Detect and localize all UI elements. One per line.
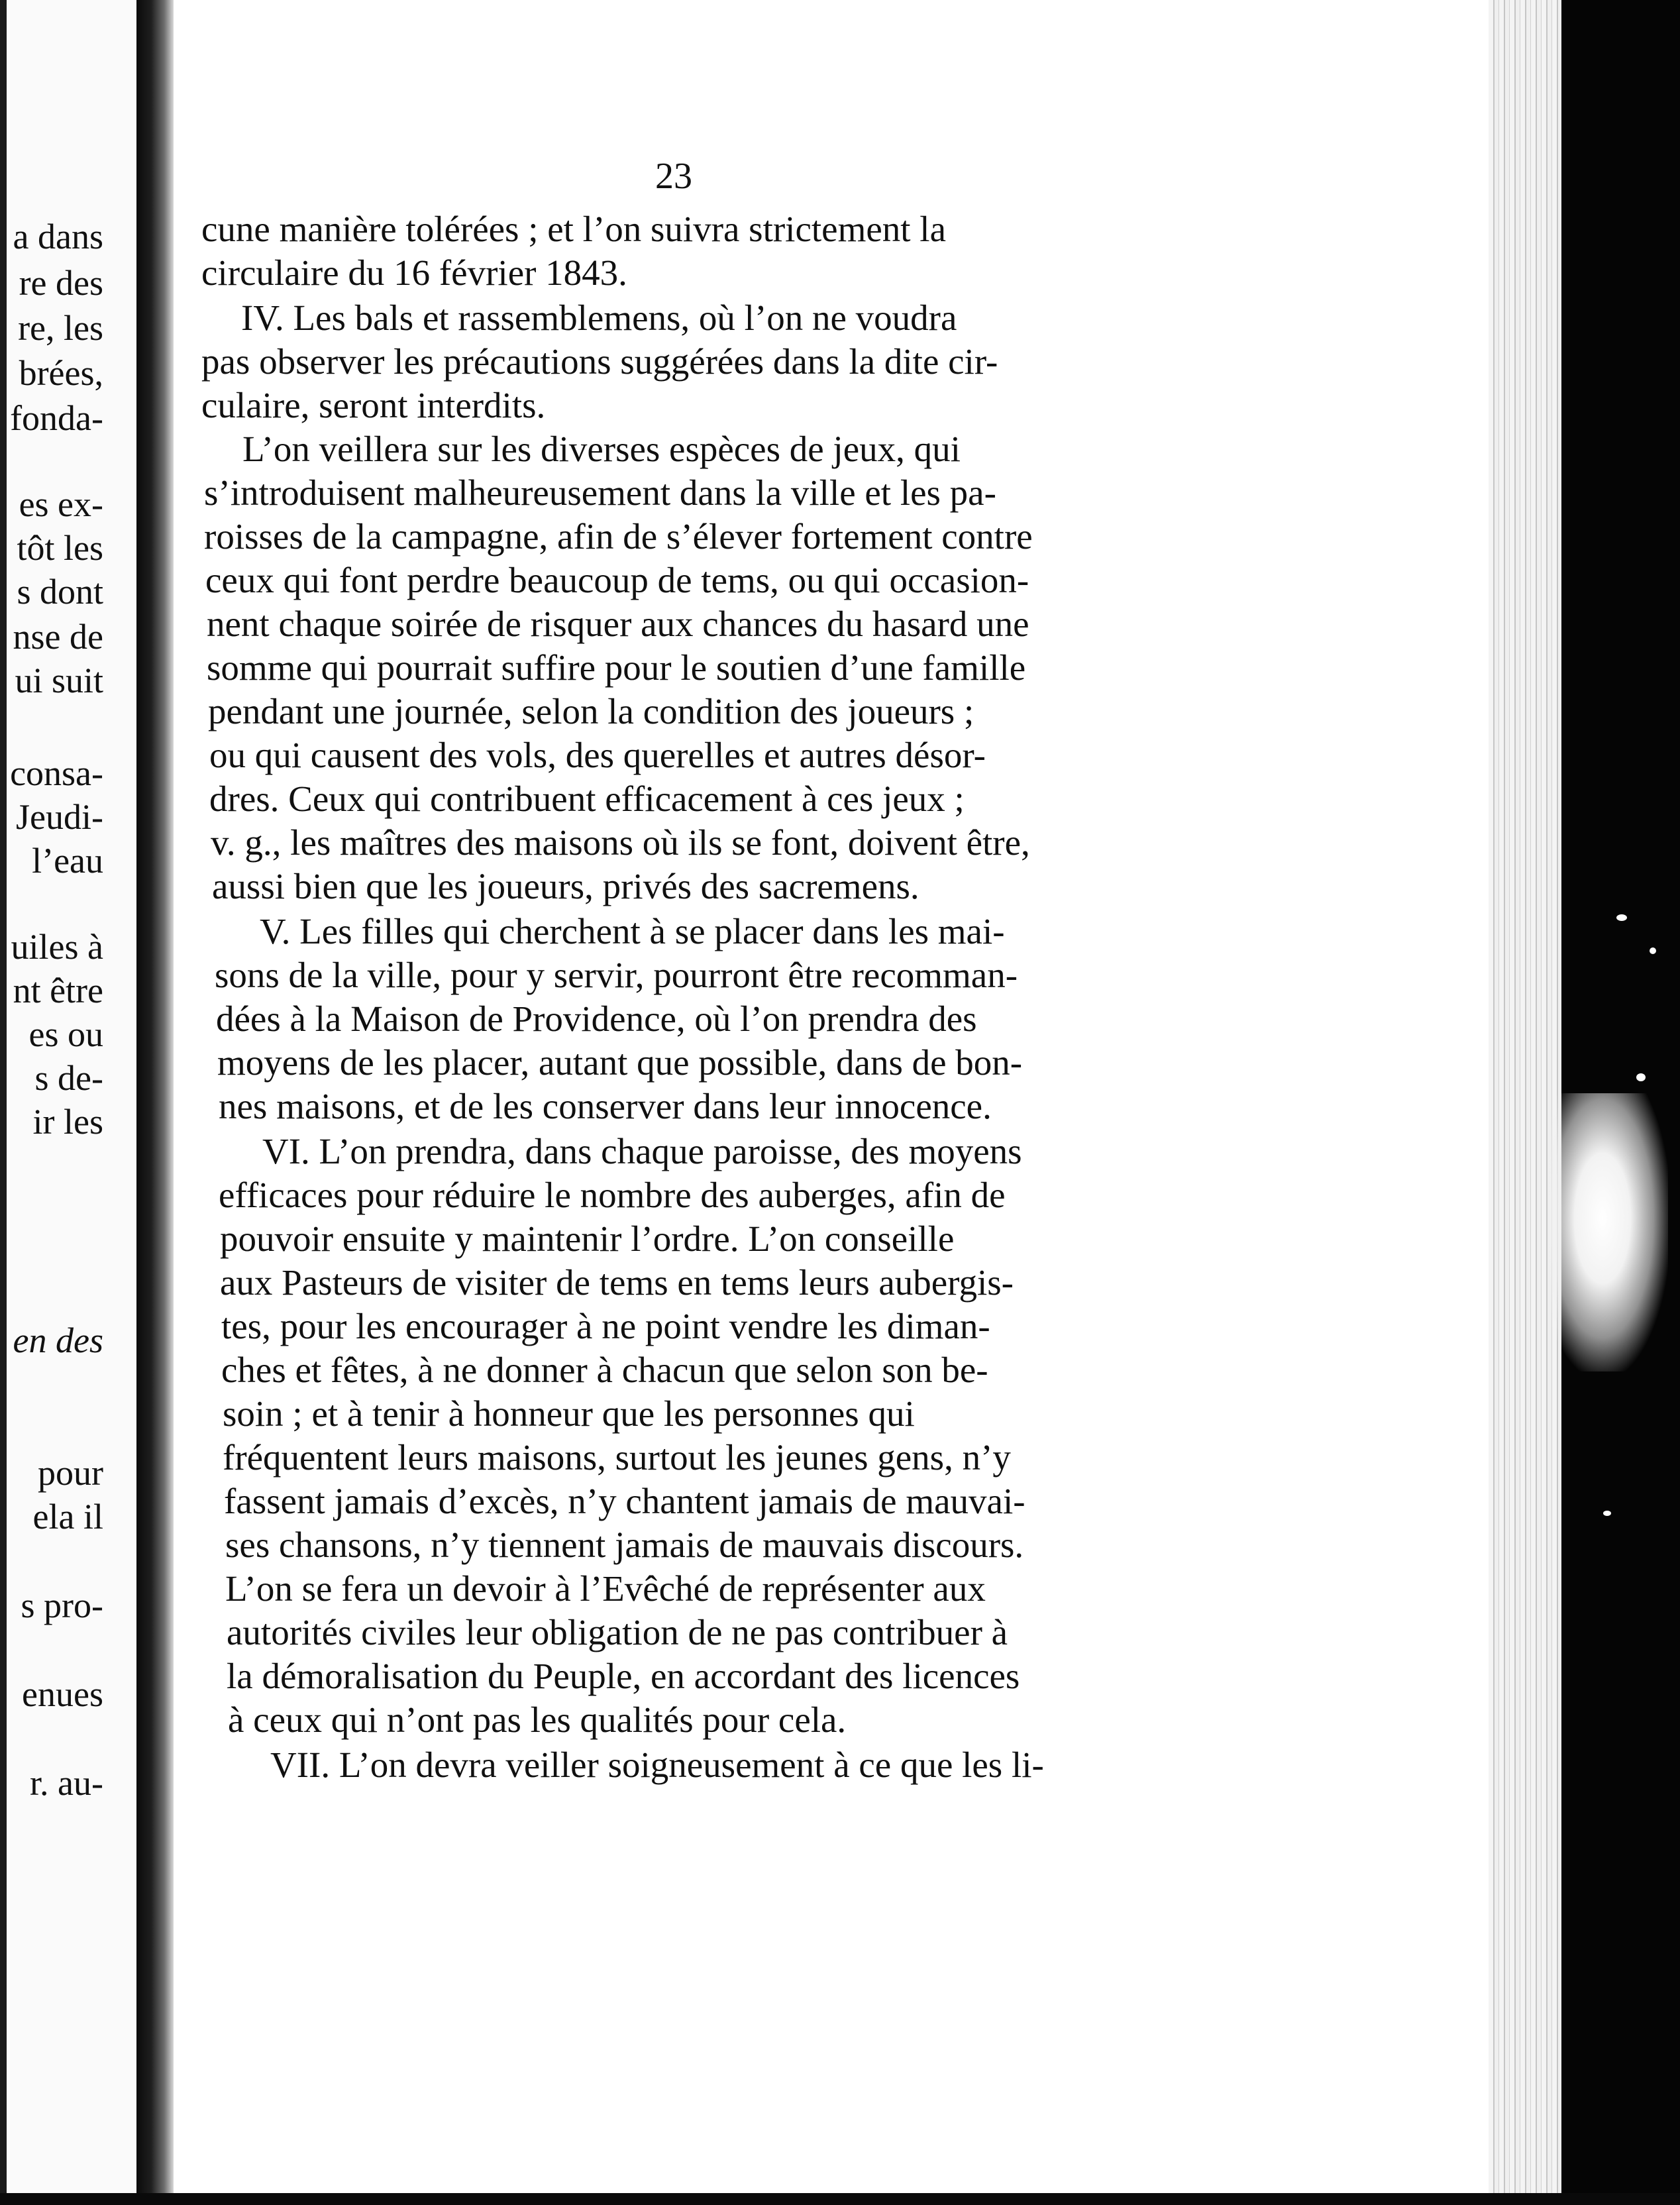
- scan-stain: [1549, 1093, 1668, 1371]
- facing-page-line: ela il: [32, 1497, 103, 1536]
- facing-page-line: re, les: [18, 308, 103, 348]
- scan-speck: [1603, 1511, 1611, 1516]
- text-line: culaire, seront interdits.: [201, 385, 546, 425]
- text-line: ou qui causent des vols, des querelles et autres désor-: [209, 735, 986, 775]
- text-line: tes, pour les encourager à ne point vendre les diman-: [221, 1306, 990, 1346]
- text-line: VII. L’on devra veiller soigneusement à ce que les li-: [270, 1745, 1044, 1785]
- text-line: pouvoir ensuite y maintenir l’ordre. L’on conseille: [220, 1218, 955, 1259]
- text-line: nent chaque soirée de risquer aux chances du hasard une: [207, 604, 1029, 644]
- text-line: IV. Les bals et rassemblemens, où l’on ne voudra: [241, 297, 957, 338]
- text-line: pas observer les précautions suggérées dans la dite cir-: [201, 341, 998, 382]
- text-line: v. g., les maîtres des maisons où ils se font, doivent être,: [211, 822, 1030, 863]
- text-line: efficaces pour réduire le nombre des auberges, afin de: [219, 1175, 1006, 1215]
- document-page: [174, 0, 1489, 2205]
- text-line: dées à la Maison de Providence, où l’on prendra des: [216, 998, 977, 1039]
- text-line: roisses de la campagne, afin de s’élever fortement contre: [204, 516, 1033, 557]
- page-number: 23: [655, 156, 692, 197]
- facing-page-line: fonda-: [10, 398, 103, 438]
- facing-page-fragment: [7, 0, 136, 2205]
- facing-page-line: consa-: [10, 753, 103, 793]
- text-line: aux Pasteurs de visiter de tems en tems leurs aubergis-: [220, 1262, 1014, 1303]
- scan-speck: [1650, 947, 1656, 954]
- text-line: L’on veillera sur les diverses espèces de jeux, qui: [242, 429, 961, 469]
- book-gutter: [136, 0, 174, 2205]
- text-line: cune manière tolérées ; et l’on suivra strictement la: [201, 209, 946, 249]
- facing-page-line: es ex-: [19, 484, 103, 524]
- facing-page-line: nse de: [13, 617, 103, 657]
- text-line: V. Les filles qui cherchent à se placer dans les mai-: [260, 911, 1005, 951]
- text-line: à ceux qui n’ont pas les qualités pour cela.: [228, 1699, 847, 1740]
- facing-page-line: ui suit: [15, 661, 103, 700]
- facing-page-line: s dont: [17, 572, 103, 612]
- facing-page-line: l’eau: [32, 841, 103, 881]
- text-line: moyens de les placer, autant que possible, dans de bon-: [217, 1042, 1023, 1083]
- text-line: sons de la ville, pour y servir, pourront être recomman-: [215, 955, 1018, 995]
- facing-page-line: uiles à: [11, 927, 103, 967]
- text-line: VI. L’on prendra, dans chaque paroisse, des moyens: [262, 1131, 1022, 1171]
- text-line: fassent jamais d’excès, n’y chantent jamais de mauvai-: [224, 1481, 1025, 1521]
- text-line: dres. Ceux qui contribuent efficacement à ces jeux ;: [209, 779, 965, 819]
- text-line: aussi bien que les joueurs, privés des sacremens.: [212, 866, 919, 906]
- text-line: autorités civiles leur obligation de ne pas contribuer à: [227, 1612, 1008, 1652]
- text-line: la démoralisation du Peuple, en accordant des licences: [227, 1656, 1020, 1696]
- text-line: soin ; et à tenir à honneur que les personnes qui: [223, 1393, 915, 1434]
- facing-page-line: en des: [13, 1320, 103, 1360]
- scan-speck: [1636, 1073, 1646, 1081]
- facing-page-line: re des: [19, 263, 103, 303]
- facing-page-line: pour: [38, 1453, 103, 1493]
- text-line: nes maisons, et de les conserver dans leur innocence.: [219, 1086, 992, 1126]
- facing-page-line: brées,: [19, 353, 103, 393]
- text-line: ses chansons, n’y tiennent jamais de mauvais discours.: [225, 1525, 1024, 1565]
- facing-page-line: s de-: [34, 1058, 103, 1098]
- text-line: s’introduisent malheureusement dans la ville et les pa-: [204, 472, 996, 513]
- facing-page-line: ir les: [32, 1102, 103, 1142]
- facing-page-line: enues: [22, 1674, 103, 1714]
- text-line: ches et fêtes, à ne donner à chacun que selon son be-: [221, 1350, 988, 1390]
- facing-page-line: r. au-: [30, 1763, 103, 1803]
- facing-page-line: es ou: [28, 1014, 103, 1054]
- text-line: pendant une journée, selon la condition des joueurs ;: [208, 691, 974, 731]
- facing-page-line: s pro-: [21, 1586, 103, 1625]
- facing-page-line: a dans: [13, 217, 103, 256]
- text-line: somme qui pourrait suffire pour le soutien d’une famille: [207, 647, 1026, 688]
- text-line: ceux qui font perdre beaucoup de tems, ou qui occasion-: [205, 560, 1029, 600]
- scan-left-border: [0, 0, 7, 2205]
- scan-speck: [1616, 914, 1627, 921]
- scan-bottom-border: [0, 2193, 1680, 2205]
- facing-page-line: nt être: [13, 971, 103, 1010]
- text-line: circulaire du 16 février 1843.: [201, 252, 627, 293]
- facing-page-line: tôt les: [17, 528, 103, 568]
- facing-page-line: Jeudi-: [16, 797, 103, 837]
- text-line: L’on se fera un devoir à l’Evêché de représenter aux: [225, 1568, 986, 1609]
- text-line: fréquentent leurs maisons, surtout les jeunes gens, n’y: [223, 1437, 1011, 1478]
